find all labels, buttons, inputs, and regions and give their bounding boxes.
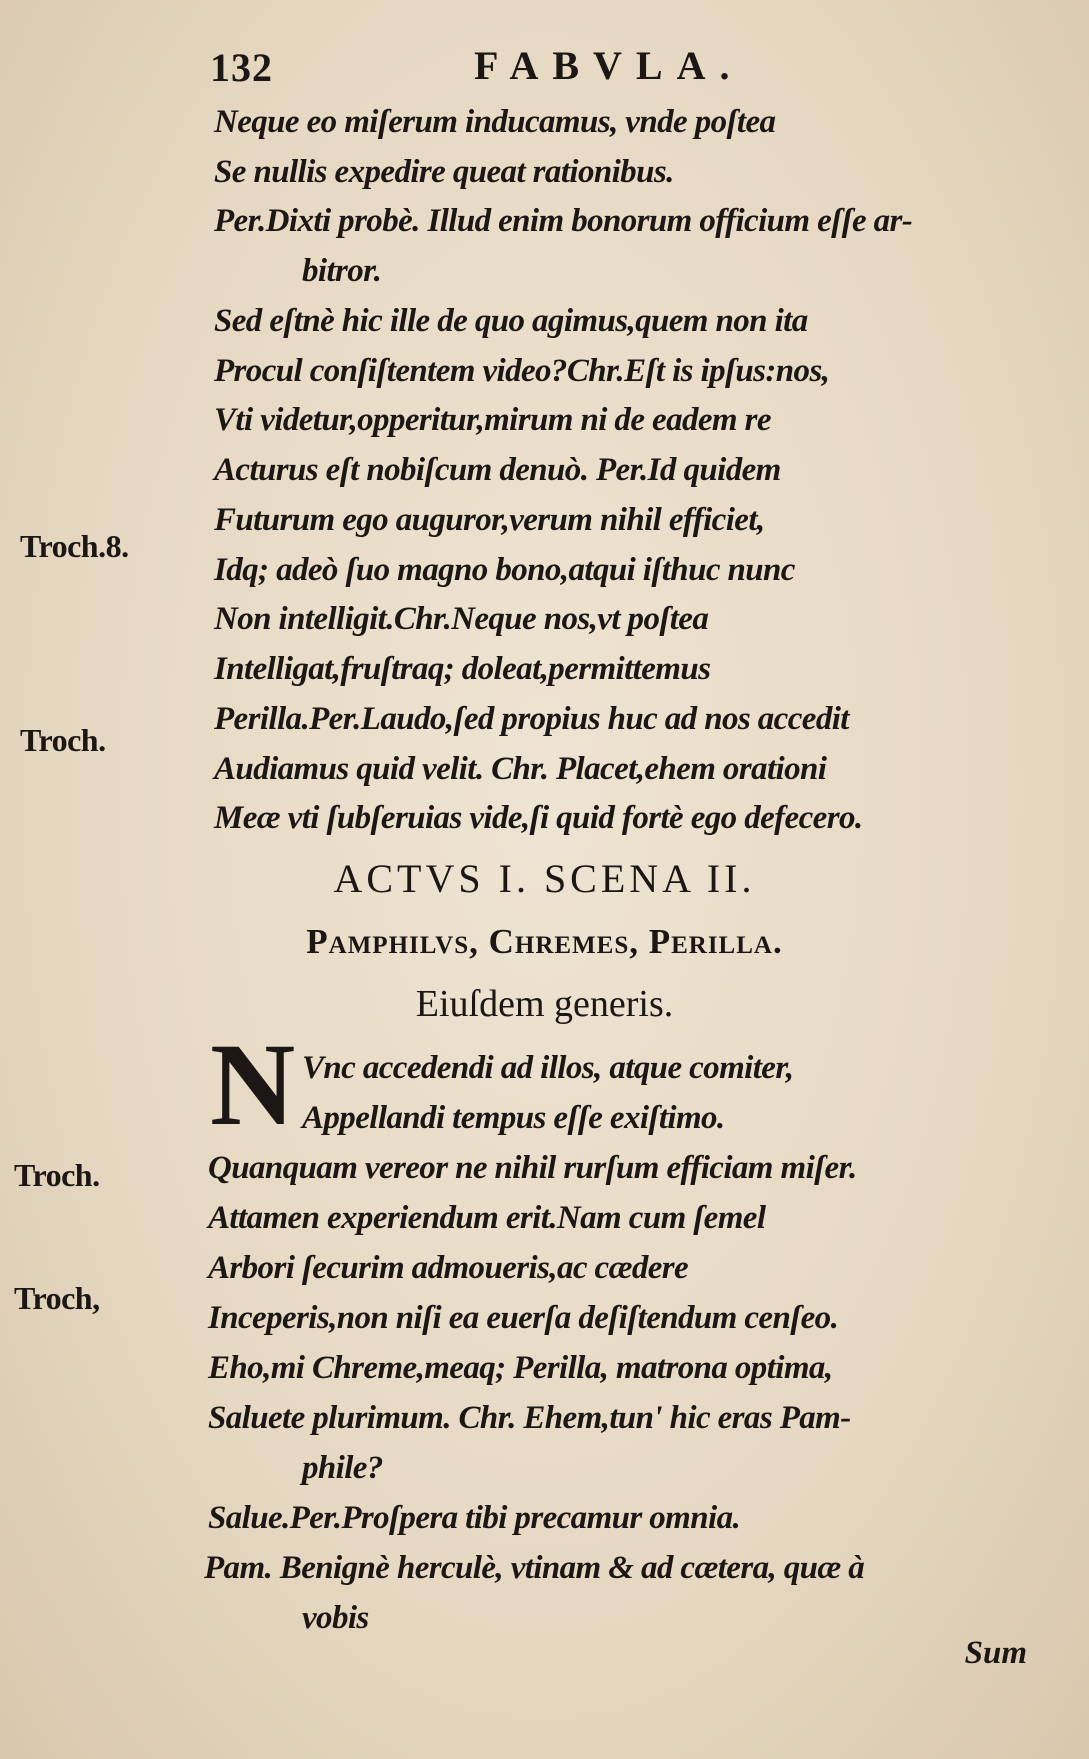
verse-line: Se nullis expedire queat rationibus. xyxy=(214,154,674,190)
verse-line: Intelligat,fruſtraq; doleat,permittemus xyxy=(214,651,711,687)
verse-line: Per.Dixti probè. Illud enim bonorum officium eſſe ar- xyxy=(214,203,913,239)
dramatis-personae: Pamphilvs, Chremes, Perilla. xyxy=(306,922,783,961)
verse-line: Eho,mi Chreme,meaq; Perilla, matrona optima, xyxy=(208,1350,833,1386)
verse-line: Attamen experiendum erit.Nam cum ſemel xyxy=(208,1200,766,1236)
running-title: FABVLA. xyxy=(474,43,744,88)
verse-line: bitror. xyxy=(302,253,382,289)
verse-line: phile? xyxy=(302,1450,383,1486)
margin-note: Troch. xyxy=(20,722,106,758)
verse-line: Vnc accedendi ad illos, atque comiter, xyxy=(302,1050,794,1086)
page-number: 132 xyxy=(210,45,273,90)
margin-note: Troch.8. xyxy=(20,528,129,564)
verse-line: Appellandi tempus eſſe exiſtimo. xyxy=(302,1100,725,1136)
act-scene-heading: ACTVS I. SCENA II. xyxy=(333,856,756,901)
verse-line: Non intelligit.Chr.Neque nos,vt poſtea xyxy=(214,601,709,637)
verse-line: Sed eſtnè hic ille de quo agimus,quem non ita xyxy=(214,303,808,339)
verse-line: Pam. Benignè herculè, vtinam & ad cætera, quæ à xyxy=(204,1550,865,1586)
catchword: Sum xyxy=(964,1635,1027,1671)
verse-line: Salue.Per.Proſpera tibi precamur omnia. xyxy=(208,1500,741,1536)
verse-line: Vti videtur,opperitur,mirum ni de eadem re xyxy=(214,402,771,438)
verse-line: Audiamus quid velit. Chr. Placet,ehem orationi xyxy=(214,751,827,787)
verse-line: Acturus eſt nobiſcum denuò. Per.Id quidem xyxy=(214,452,781,488)
meter-note: Eiuſdem generis. xyxy=(415,983,674,1025)
verse-line: Inceperis,non niſi ea euerſa deſiſtendum cenſeo. xyxy=(208,1300,839,1336)
verse-line: Meæ vti ſubſeruias vide,ſi quid fortè ego defecero. xyxy=(214,800,863,836)
verse-line: Saluete plurimum. Chr. Ehem,tun' hic eras Pam- xyxy=(208,1400,851,1436)
verse-line: Idq; adeò ſuo magno bono,atqui iſthuc nunc xyxy=(214,552,795,588)
margin-note: Troch. xyxy=(14,1157,100,1193)
margin-note: Troch, xyxy=(14,1280,100,1316)
drop-capital: N xyxy=(210,1019,296,1150)
verse-line: Quanquam vereor ne nihil rurſum efficiam miſer. xyxy=(208,1150,857,1186)
verse-line: vobis xyxy=(302,1600,369,1636)
verse-line: Procul conſiſtentem video?Chr.Eſt is ipſus:nos, xyxy=(214,353,830,389)
verse-line: Neque eo miſerum inducamus, vnde poſtea xyxy=(214,104,776,140)
verse-line: Perilla.Per.Laudo,ſed propius huc ad nos accedit xyxy=(214,701,849,737)
running-header xyxy=(210,38,1030,98)
verse-line: Arbori ſecurim admoueris,ac cædere xyxy=(208,1250,689,1286)
verse-line: Futurum ego auguror,verum nihil efficiet, xyxy=(214,502,765,538)
